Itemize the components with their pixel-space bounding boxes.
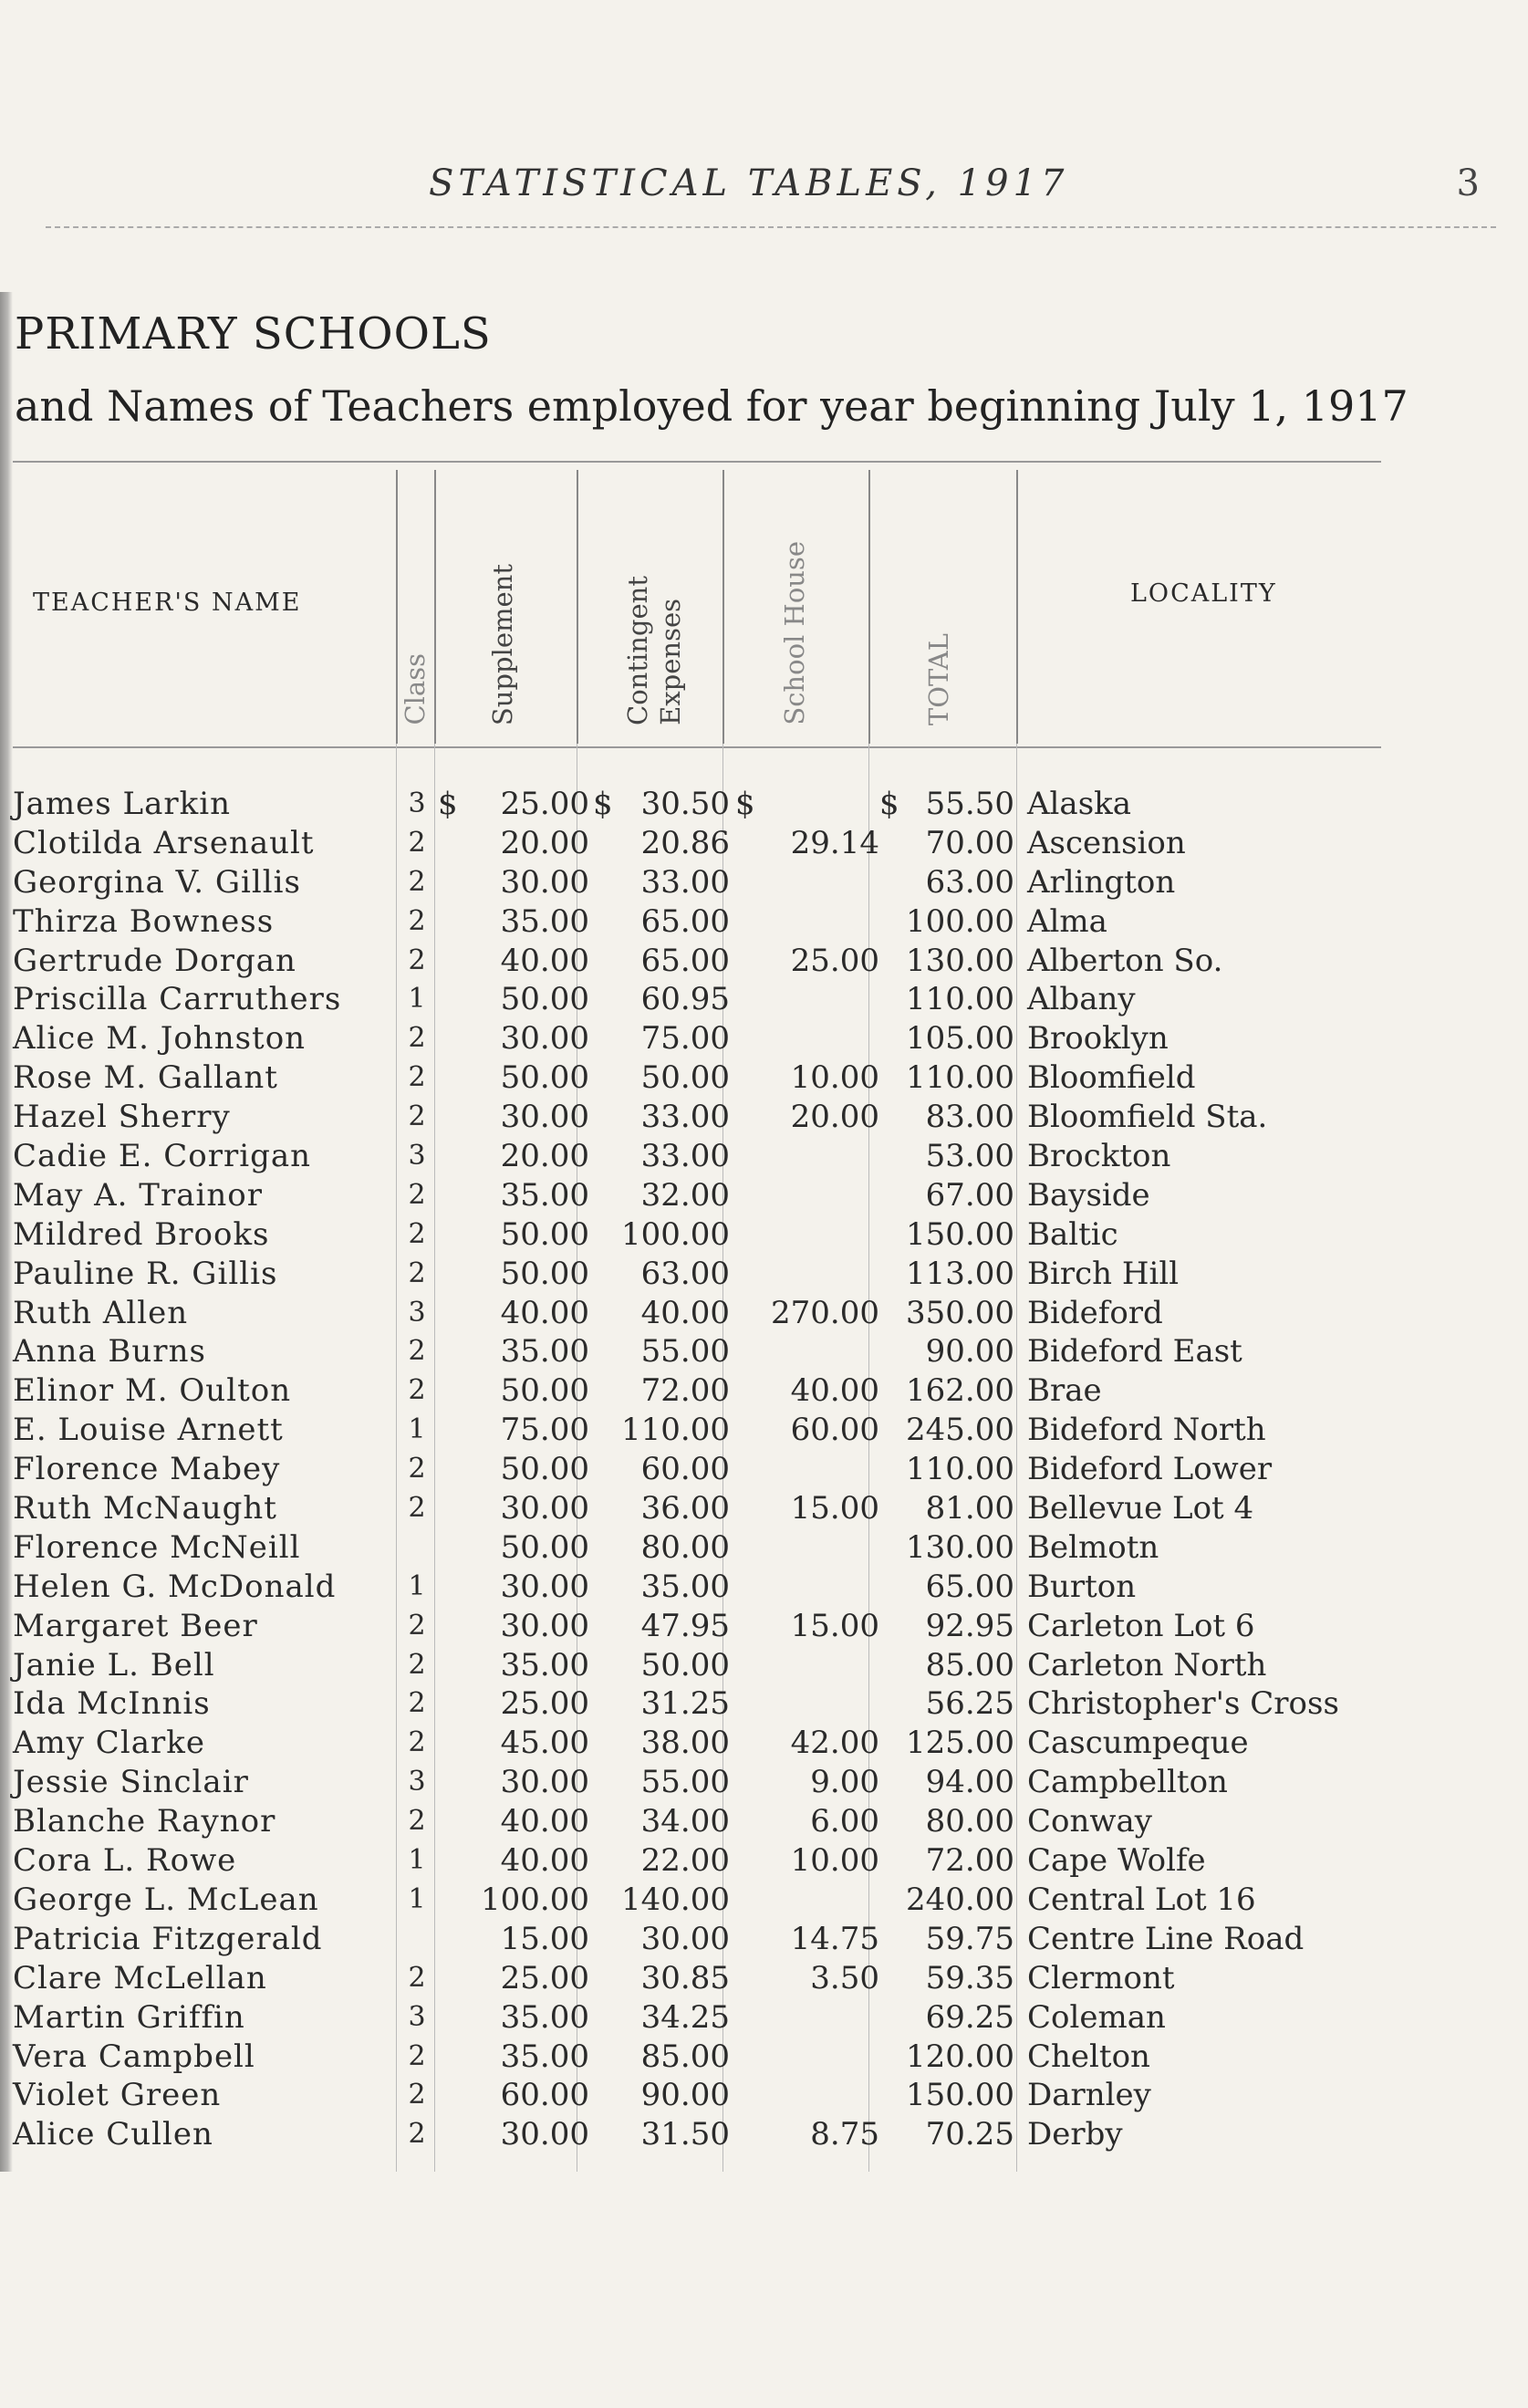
table-row (13, 1450, 1399, 1489)
table-row (13, 1646, 1399, 1685)
contingent-value: 47.95 (640, 1607, 730, 1644)
teacher-name: Cadie E. Corrigan (13, 1138, 312, 1175)
header-locality: LOCALITY (1130, 579, 1277, 608)
table-row (13, 980, 1399, 1019)
table-row (13, 1724, 1399, 1763)
class-value: 2 (408, 1335, 426, 1368)
class-value: 3 (408, 787, 426, 819)
contingent-value: 20.86 (640, 824, 730, 861)
locality-value: Brae (1027, 1372, 1102, 1410)
supplement-value: 50.00 (500, 1451, 589, 1488)
teacher-name: George L. McLean (13, 1881, 319, 1918)
class-value: 3 (408, 1140, 426, 1173)
supplement-value: 40.00 (500, 1294, 589, 1331)
table-body (13, 785, 1399, 2154)
contingent-value: 65.00 (640, 902, 730, 940)
header-teachers-name: TEACHER'S NAME (33, 589, 302, 617)
class-value: 2 (408, 1256, 426, 1289)
locality-value: Cape Wolfe (1027, 1842, 1206, 1880)
supplement-value: 30.00 (500, 863, 589, 901)
locality-value: Campbellton (1027, 1764, 1228, 1801)
table-row (13, 2038, 1399, 2077)
teacher-name: Blanche Raynor (13, 1803, 276, 1840)
total-value: 130.00 (906, 1528, 1014, 1566)
header-contingent: Contingent (622, 576, 653, 725)
locality-value: Bellevue Lot 4 (1027, 1490, 1254, 1527)
class-value: 3 (408, 1766, 426, 1798)
table-row (13, 1294, 1399, 1333)
contingent-value: 33.00 (640, 863, 730, 901)
locality-value: Christopher's Cross (1027, 1685, 1339, 1723)
header-divider (1016, 470, 1018, 744)
locality-value: Ascension (1027, 824, 1186, 861)
class-value: 2 (408, 1374, 426, 1407)
class-value: 1 (408, 1413, 426, 1446)
school-house-value: 29.14 (790, 824, 879, 861)
total-value: 83.00 (925, 1099, 1014, 1136)
supplement-value: 30.00 (500, 1764, 589, 1801)
locality-value: Clermont (1027, 1959, 1175, 1996)
total-value: 110.00 (906, 981, 1014, 1018)
supplement-value: 50.00 (500, 1059, 589, 1097)
table-row (13, 1058, 1399, 1098)
table-row (13, 1176, 1399, 1215)
dollar-sign: $ (879, 786, 899, 822)
total-value: 240.00 (906, 1881, 1014, 1918)
table-row (13, 942, 1399, 981)
supplement-value: 30.00 (500, 1607, 589, 1644)
supplement-value: 35.00 (500, 902, 589, 940)
supplement-value: 50.00 (500, 1372, 589, 1410)
class-value: 2 (408, 2118, 426, 2151)
supplement-value: 50.00 (500, 981, 589, 1018)
supplement-value: 35.00 (500, 2038, 589, 2075)
locality-value: Derby (1027, 2116, 1123, 2153)
supplement-value: 20.00 (500, 824, 589, 861)
teacher-name: E. Louise Arnett (13, 1412, 284, 1449)
section-title: PRIMARY SCHOOLS (15, 308, 492, 360)
teacher-name: Thirza Bowness (13, 902, 275, 940)
teacher-name: Hazel Sherry (13, 1099, 231, 1136)
contingent-value: 110.00 (621, 1412, 730, 1449)
teacher-name: Patricia Fitzgerald (13, 1920, 323, 1957)
table-row (13, 1998, 1399, 2038)
locality-value: Bideford Lower (1027, 1451, 1273, 1488)
supplement-value: 100.00 (481, 1881, 589, 1918)
teacher-name: Florence McNeill (13, 1528, 301, 1566)
contingent-value: 55.00 (640, 1333, 730, 1371)
table-row (13, 1255, 1399, 1294)
class-value: 1 (408, 1882, 426, 1915)
class-value: 2 (408, 904, 426, 937)
class-value: 2 (408, 1961, 426, 1994)
total-value: 55.50 (925, 786, 1014, 822)
locality-value: Bideford East (1027, 1333, 1242, 1371)
table-row (13, 1959, 1399, 1998)
class-value: 2 (408, 1648, 426, 1681)
contingent-value: 30.85 (640, 1959, 730, 1996)
class-value: 3 (408, 2000, 426, 2033)
class-value: 2 (408, 1217, 426, 1250)
supplement-value: 30.00 (500, 1099, 589, 1136)
class-value: 2 (408, 1726, 426, 1759)
section-subtitle: and Names of Teachers employed for year beginning July 1, 1917 (15, 381, 1408, 431)
supplement-value: 75.00 (500, 1412, 589, 1449)
total-value: 80.00 (925, 1803, 1014, 1840)
total-value: 53.00 (925, 1138, 1014, 1175)
table-row (13, 1137, 1399, 1176)
total-value: 150.00 (906, 1215, 1014, 1253)
locality-value: Bloomfield Sta. (1027, 1099, 1268, 1136)
contingent-value: 40.00 (640, 1294, 730, 1331)
contingent-value: 50.00 (640, 1059, 730, 1097)
header-bottom-rule (13, 746, 1381, 748)
school-house-value: 20.00 (790, 1099, 879, 1136)
table-row (13, 1019, 1399, 1058)
table-row (13, 2076, 1399, 2115)
teacher-name: Ruth Allen (13, 1294, 189, 1331)
supplement-value: 45.00 (500, 1725, 589, 1762)
supplement-value: 15.00 (500, 1920, 589, 1957)
contingent-value: 36.00 (640, 1490, 730, 1527)
total-value: 67.00 (925, 1176, 1014, 1214)
school-house-value: 15.00 (790, 1490, 879, 1527)
table-row (13, 1568, 1399, 1607)
teacher-name: Martin Griffin (13, 1998, 245, 2036)
teacher-name: Margaret Beer (13, 1607, 258, 1644)
supplement-value: 25.00 (500, 1685, 589, 1723)
total-value: 59.35 (925, 1959, 1014, 1996)
total-value: 350.00 (906, 1294, 1014, 1331)
teacher-name: Ida McInnis (13, 1685, 211, 1723)
total-value: 69.25 (925, 1998, 1014, 2036)
class-value: 1 (408, 1844, 426, 1877)
supplement-value: 40.00 (500, 942, 589, 979)
header-class: Class (400, 653, 431, 725)
teacher-name: Anna Burns (13, 1333, 206, 1371)
supplement-value: 60.00 (500, 2077, 589, 2114)
total-value: 162.00 (906, 1372, 1014, 1410)
supplement-value: 30.00 (500, 1490, 589, 1527)
table-row (13, 1528, 1399, 1568)
locality-value: Albany (1027, 981, 1136, 1018)
teacher-name: Amy Clarke (13, 1725, 205, 1762)
page-binding-shadow (0, 292, 13, 2172)
table-row (13, 1489, 1399, 1528)
supplement-value: 30.00 (500, 1020, 589, 1058)
locality-value: Conway (1027, 1803, 1152, 1840)
table-header (13, 470, 1399, 744)
running-title: STATISTICAL TABLES, 1917 (429, 162, 1069, 204)
supplement-value: 50.00 (500, 1215, 589, 1253)
school-house-value: 60.00 (790, 1412, 879, 1449)
table-row (13, 1881, 1399, 1920)
supplement-value: 50.00 (500, 1255, 589, 1292)
school-house-value: 9.00 (810, 1764, 879, 1801)
total-value: 81.00 (925, 1490, 1014, 1527)
table-row (13, 785, 1399, 824)
header-divider (577, 470, 578, 744)
total-value: 110.00 (906, 1451, 1014, 1488)
contingent-value: 33.00 (640, 1138, 730, 1175)
contingent-value: 75.00 (640, 1020, 730, 1058)
class-value: 2 (408, 2039, 426, 2072)
header-expenses: Expenses (655, 599, 686, 725)
table-row (13, 1841, 1399, 1881)
total-value: 72.00 (925, 1842, 1014, 1880)
contingent-value: 30.00 (640, 1920, 730, 1957)
header-divider (396, 470, 398, 744)
contingent-value: 31.50 (640, 2116, 730, 2153)
total-value: 63.00 (925, 863, 1014, 901)
teacher-name: Rose M. Gallant (13, 1059, 278, 1097)
supplement-value: 40.00 (500, 1842, 589, 1880)
total-value: 110.00 (906, 1059, 1014, 1097)
school-house-value: 40.00 (790, 1372, 879, 1410)
school-house-value: 10.00 (790, 1842, 879, 1880)
total-value: 125.00 (906, 1725, 1014, 1762)
teacher-name: Alice M. Johnston (13, 1020, 307, 1058)
total-value: 85.00 (925, 1646, 1014, 1684)
table-row (13, 1684, 1399, 1724)
teacher-name: Alice Cullen (13, 2116, 213, 2153)
supplement-value: 35.00 (500, 1646, 589, 1684)
supplement-value: 35.00 (500, 1176, 589, 1214)
class-value: 2 (408, 1022, 426, 1055)
locality-value: Bideford (1027, 1294, 1163, 1331)
locality-value: Bideford North (1027, 1412, 1266, 1449)
class-value: 2 (408, 1100, 426, 1133)
class-value: 3 (408, 1296, 426, 1329)
supplement-value: 30.00 (500, 2116, 589, 2153)
contingent-value: 50.00 (640, 1646, 730, 1684)
total-value: 130.00 (906, 942, 1014, 979)
teacher-name: Cora L. Rowe (13, 1842, 237, 1880)
total-value: 245.00 (906, 1412, 1014, 1449)
teacher-name: Violet Green (13, 2077, 222, 2114)
supplement-value: 35.00 (500, 1998, 589, 2036)
school-house-value: 42.00 (790, 1725, 879, 1762)
contingent-value: 140.00 (621, 1881, 730, 1918)
locality-value: Alma (1027, 902, 1107, 940)
teacher-name: Elinor M. Oulton (13, 1372, 292, 1410)
teacher-name: Mildred Brooks (13, 1215, 270, 1253)
locality-value: Alaska (1027, 786, 1132, 822)
teacher-name: Florence Mabey (13, 1451, 281, 1488)
table-row (13, 1607, 1399, 1646)
supplement-value: 20.00 (500, 1138, 589, 1175)
total-value: 113.00 (906, 1255, 1014, 1292)
locality-value: Arlington (1027, 863, 1176, 901)
locality-value: Darnley (1027, 2077, 1151, 2114)
header-divider (434, 470, 436, 744)
header-divider (722, 470, 724, 744)
supplement-value: 35.00 (500, 1333, 589, 1371)
supplement-value: 25.00 (500, 786, 589, 822)
page-number: 3 (1456, 162, 1480, 204)
school-house-value: 3.50 (810, 1959, 879, 1996)
contingent-value: 90.00 (640, 2077, 730, 2114)
contingent-value: 32.00 (640, 1176, 730, 1214)
contingent-value: 72.00 (640, 1372, 730, 1410)
dollar-sign: $ (735, 786, 755, 822)
school-house-value: 6.00 (810, 1803, 879, 1840)
total-value: 70.00 (925, 824, 1014, 861)
contingent-value: 31.25 (640, 1685, 730, 1723)
table-row (13, 2115, 1399, 2154)
locality-value: Coleman (1027, 1998, 1166, 2036)
class-value: 2 (408, 865, 426, 898)
contingent-value: 38.00 (640, 1725, 730, 1762)
school-house-value: 8.75 (810, 2116, 879, 2153)
total-value: 105.00 (906, 1020, 1014, 1058)
contingent-value: 63.00 (640, 1255, 730, 1292)
table-row (13, 1098, 1399, 1137)
teacher-name: Clotilda Arsenault (13, 824, 315, 861)
header-total: TOTAL (923, 632, 954, 725)
dollar-sign: $ (593, 786, 613, 822)
contingent-value: 85.00 (640, 2038, 730, 2075)
total-value: 120.00 (906, 2038, 1014, 2075)
teacher-name: Helen G. McDonald (13, 1568, 337, 1605)
contingent-value: 22.00 (640, 1842, 730, 1880)
class-value: 2 (408, 1453, 426, 1485)
contingent-value: 34.00 (640, 1803, 730, 1840)
locality-value: Burton (1027, 1568, 1137, 1605)
contingent-value: 65.00 (640, 942, 730, 979)
locality-value: Central Lot 16 (1027, 1881, 1256, 1918)
locality-value: Brockton (1027, 1138, 1171, 1175)
total-value: 100.00 (906, 902, 1014, 940)
class-value: 1 (408, 983, 426, 1016)
header-rule (46, 226, 1496, 228)
locality-value: Baltic (1027, 1215, 1118, 1253)
class-value: 2 (408, 1609, 426, 1642)
teacher-name: Jessie Sinclair (13, 1764, 249, 1801)
contingent-value: 34.25 (640, 1998, 730, 2036)
locality-value: Carleton North (1027, 1646, 1267, 1684)
title-rule (13, 461, 1381, 463)
table-row (13, 824, 1399, 863)
dollar-sign: $ (438, 786, 458, 822)
table-row (13, 1215, 1399, 1255)
total-value: 90.00 (925, 1333, 1014, 1371)
locality-value: Chelton (1027, 2038, 1150, 2075)
supplement-value: 25.00 (500, 1959, 589, 1996)
school-house-value: 15.00 (790, 1607, 879, 1644)
table-row (13, 1920, 1399, 1959)
contingent-value: 60.00 (640, 1451, 730, 1488)
table-row (13, 1411, 1399, 1450)
table-row (13, 902, 1399, 942)
school-house-value: 270.00 (771, 1294, 879, 1331)
total-value: 65.00 (925, 1568, 1014, 1605)
table-row (13, 863, 1399, 902)
teacher-name: Janie L. Bell (13, 1646, 215, 1684)
header-divider (868, 470, 870, 744)
school-house-value: 25.00 (790, 942, 879, 979)
teacher-name: Georgina V. Gillis (13, 863, 301, 901)
page-header (429, 162, 1505, 217)
contingent-value: 80.00 (640, 1528, 730, 1566)
total-value: 59.75 (925, 1920, 1014, 1957)
teacher-name: Vera Campbell (13, 2038, 255, 2075)
supplement-value: 50.00 (500, 1528, 589, 1566)
contingent-value: 55.00 (640, 1764, 730, 1801)
locality-value: Bayside (1027, 1176, 1150, 1214)
supplement-value: 30.00 (500, 1568, 589, 1605)
total-value: 150.00 (906, 2077, 1014, 2114)
locality-value: Belmotn (1027, 1528, 1159, 1566)
teacher-name: Priscilla Carruthers (13, 981, 342, 1018)
contingent-value: 33.00 (640, 1099, 730, 1136)
class-value: 2 (408, 1178, 426, 1211)
class-value: 2 (408, 2079, 426, 2111)
table-row (13, 1802, 1399, 1841)
locality-value: Centre Line Road (1027, 1920, 1305, 1957)
class-value: 2 (408, 1061, 426, 1094)
table-row (13, 1763, 1399, 1802)
school-house-value: 14.75 (790, 1920, 879, 1957)
teacher-name: Pauline R. Gillis (13, 1255, 278, 1292)
locality-value: Carleton Lot 6 (1027, 1607, 1255, 1644)
class-value: 2 (408, 1492, 426, 1525)
total-value: 92.95 (925, 1607, 1014, 1644)
total-value: 56.25 (925, 1685, 1014, 1723)
locality-value: Bloomfield (1027, 1059, 1196, 1097)
teacher-name: May A. Trainor (13, 1176, 263, 1214)
locality-value: Birch Hill (1027, 1255, 1180, 1292)
locality-value: Cascumpeque (1027, 1725, 1249, 1762)
total-value: 70.25 (925, 2116, 1014, 2153)
teacher-name: Clare McLellan (13, 1959, 267, 1996)
locality-value: Alberton So. (1027, 942, 1223, 979)
supplement-value: 40.00 (500, 1803, 589, 1840)
table-row (13, 1332, 1399, 1371)
school-house-value: 10.00 (790, 1059, 879, 1097)
locality-value: Brooklyn (1027, 1020, 1169, 1058)
class-value: 1 (408, 1569, 426, 1602)
teacher-name: Gertrude Dorgan (13, 942, 296, 979)
teacher-name: Ruth McNaught (13, 1490, 277, 1527)
contingent-value: 30.50 (640, 786, 730, 822)
class-value: 2 (408, 826, 426, 859)
header-school-house: School House (779, 541, 810, 725)
teacher-name: James Larkin (13, 786, 231, 822)
contingent-value: 100.00 (621, 1215, 730, 1253)
header-supplement: Supplement (487, 563, 518, 725)
class-value: 2 (408, 1805, 426, 1838)
class-value: 2 (408, 1687, 426, 1720)
class-value: 2 (408, 943, 426, 976)
contingent-value: 60.95 (640, 981, 730, 1018)
contingent-value: 35.00 (640, 1568, 730, 1605)
table-row (13, 1371, 1399, 1411)
total-value: 94.00 (925, 1764, 1014, 1801)
